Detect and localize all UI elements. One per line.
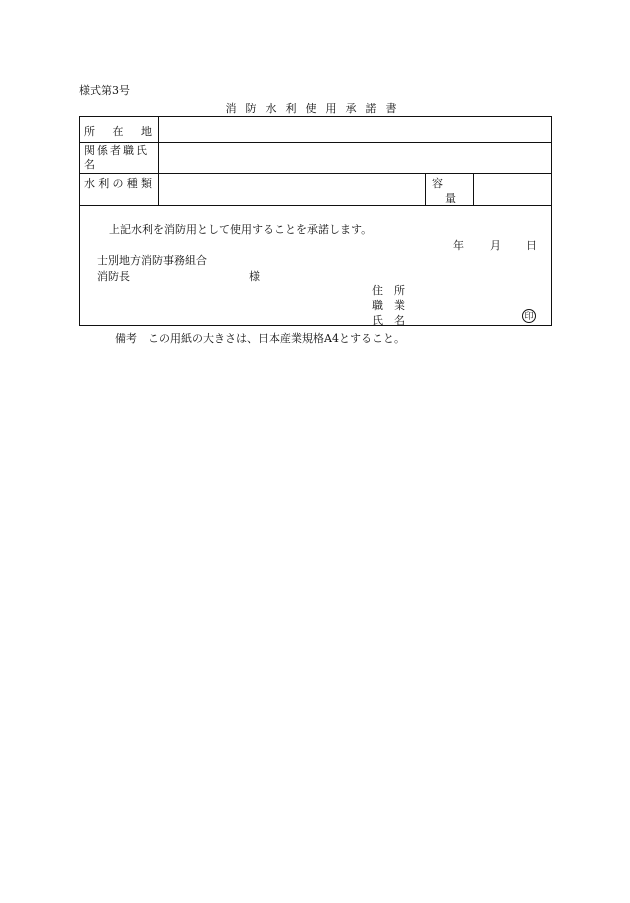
capacity-label-1: 容 [432, 177, 443, 190]
column-divider [425, 173, 426, 205]
recipient-org: 士別地方消防事務組合 [97, 254, 207, 267]
column-divider [158, 117, 159, 205]
row-divider [80, 205, 551, 206]
capacity-label-2: 量 [445, 192, 456, 205]
honorific: 様 [249, 270, 260, 283]
footer-note: 備考 この用紙の大きさは、日本産業規格A4とすること。 [115, 332, 405, 345]
water-type-label: 水 利 の 種 類 [84, 177, 152, 190]
location-label: 所 在 地 [84, 125, 152, 138]
date-year-label: 年 [453, 239, 464, 252]
date-day-label: 日 [526, 239, 537, 252]
occupation-label: 職 業 [372, 299, 405, 312]
form-title: 消防水利使用承諾書 [225, 102, 406, 115]
recipient-title: 消防長 [97, 270, 130, 283]
name-label: 氏 名 [372, 314, 405, 327]
date-month-label: 月 [490, 239, 501, 252]
seal-mark: 印 [522, 309, 536, 323]
column-divider [473, 173, 474, 205]
owner-label: 関係者職氏名 [84, 144, 149, 171]
row-divider [80, 173, 551, 174]
address-label: 住 所 [372, 284, 405, 297]
form-table [79, 116, 552, 326]
form-number: 様式第3号 [79, 84, 130, 97]
declaration-statement: 上記水利を消防用として使用することを承諾します。 [109, 223, 373, 236]
row-divider [80, 142, 551, 143]
